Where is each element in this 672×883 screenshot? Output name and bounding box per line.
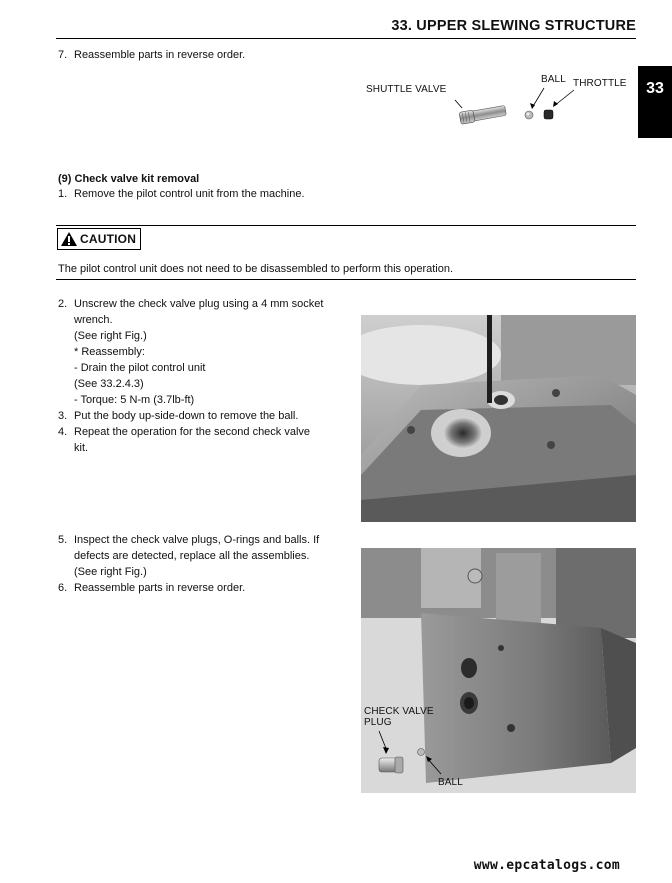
step-2-line: Unscrew the check valve plug using a 4 mm socket bbox=[74, 298, 324, 310]
label-plug: PLUG bbox=[364, 717, 392, 728]
step-6 bbox=[58, 580, 335, 596]
label-ball: BALL bbox=[541, 74, 566, 85]
label-check-valve: CHECK VALVE bbox=[364, 706, 434, 717]
step-4-line: Repeat the operation for the second check valve bbox=[74, 426, 311, 438]
chapter-tab-number: 33 bbox=[646, 80, 664, 97]
step-7-number: 7. bbox=[58, 49, 68, 61]
step-4 bbox=[58, 424, 335, 440]
step-2-line: (See 33.2.4.3) bbox=[74, 378, 144, 390]
photo-check-valve-parts bbox=[361, 548, 636, 793]
step-2-number: 2. bbox=[58, 298, 68, 310]
step-1-number: 1. bbox=[58, 188, 68, 200]
footer-url: www.epcatalogs.com bbox=[473, 858, 620, 873]
step-6-text: Reassemble parts in reverse order. bbox=[74, 582, 246, 594]
label-ball-2: BALL bbox=[438, 777, 463, 788]
photo-2-drawing bbox=[361, 548, 636, 793]
page-header-title: 33. UPPER SLEWING STRUCTURE bbox=[391, 18, 636, 34]
step-4-line: kit. bbox=[74, 442, 89, 454]
step-2-line: - Drain the pilot control unit bbox=[74, 362, 206, 374]
step-2-line: * Reassembly: bbox=[74, 346, 145, 358]
step-3 bbox=[58, 408, 335, 424]
step-5 bbox=[58, 532, 335, 548]
shuttle-valve-figure bbox=[440, 82, 590, 132]
caution-bottom-rule bbox=[56, 279, 636, 280]
step-4-number: 4. bbox=[58, 426, 68, 438]
section-heading: (9) Check valve kit removal bbox=[58, 173, 200, 185]
step-3-number: 3. bbox=[58, 410, 68, 422]
label-check-valve-plug bbox=[364, 706, 434, 728]
steps-group-2 bbox=[58, 532, 335, 596]
steps-group-1 bbox=[58, 296, 335, 456]
step-5-line: (See right Fig.) bbox=[74, 566, 147, 578]
step-1-text: Remove the pilot control unit from the machine. bbox=[74, 188, 305, 200]
photo-check-valve-plug-removal bbox=[361, 315, 636, 522]
caution-label bbox=[57, 228, 141, 250]
step-3-text: Put the body up-side-down to remove the ball. bbox=[74, 410, 299, 422]
step-2-line: - Torque: 5 N-m (3.7lb-ft) bbox=[74, 394, 195, 406]
step-5-line: Inspect the check valve plugs, O-rings and balls. If bbox=[74, 534, 320, 546]
label-shuttle-valve: SHUTTLE VALVE bbox=[366, 84, 447, 95]
caution-text: The pilot control unit does not need to be disassembled to perform this operation. bbox=[58, 263, 454, 275]
warning-icon bbox=[60, 231, 78, 247]
step-5-line: defects are detected, replace all the assemblies. bbox=[74, 550, 310, 562]
step-2-line: wrench. bbox=[74, 314, 113, 326]
step-5-number: 5. bbox=[58, 534, 68, 546]
step-6-number: 6. bbox=[58, 582, 68, 594]
step-7-text: Reassemble parts in reverse order. bbox=[74, 49, 246, 61]
step-2-line: (See right Fig.) bbox=[74, 330, 147, 342]
step-1 bbox=[58, 186, 305, 202]
step-7 bbox=[58, 47, 245, 63]
caution-text-label: CAUTION bbox=[80, 232, 137, 246]
label-throttle: THROTTLE bbox=[573, 78, 627, 89]
caution-top-rule bbox=[56, 225, 636, 226]
header-rule bbox=[56, 38, 636, 39]
step-2 bbox=[58, 296, 335, 312]
photo-1-drawing bbox=[361, 315, 636, 522]
chapter-tab bbox=[638, 66, 672, 138]
